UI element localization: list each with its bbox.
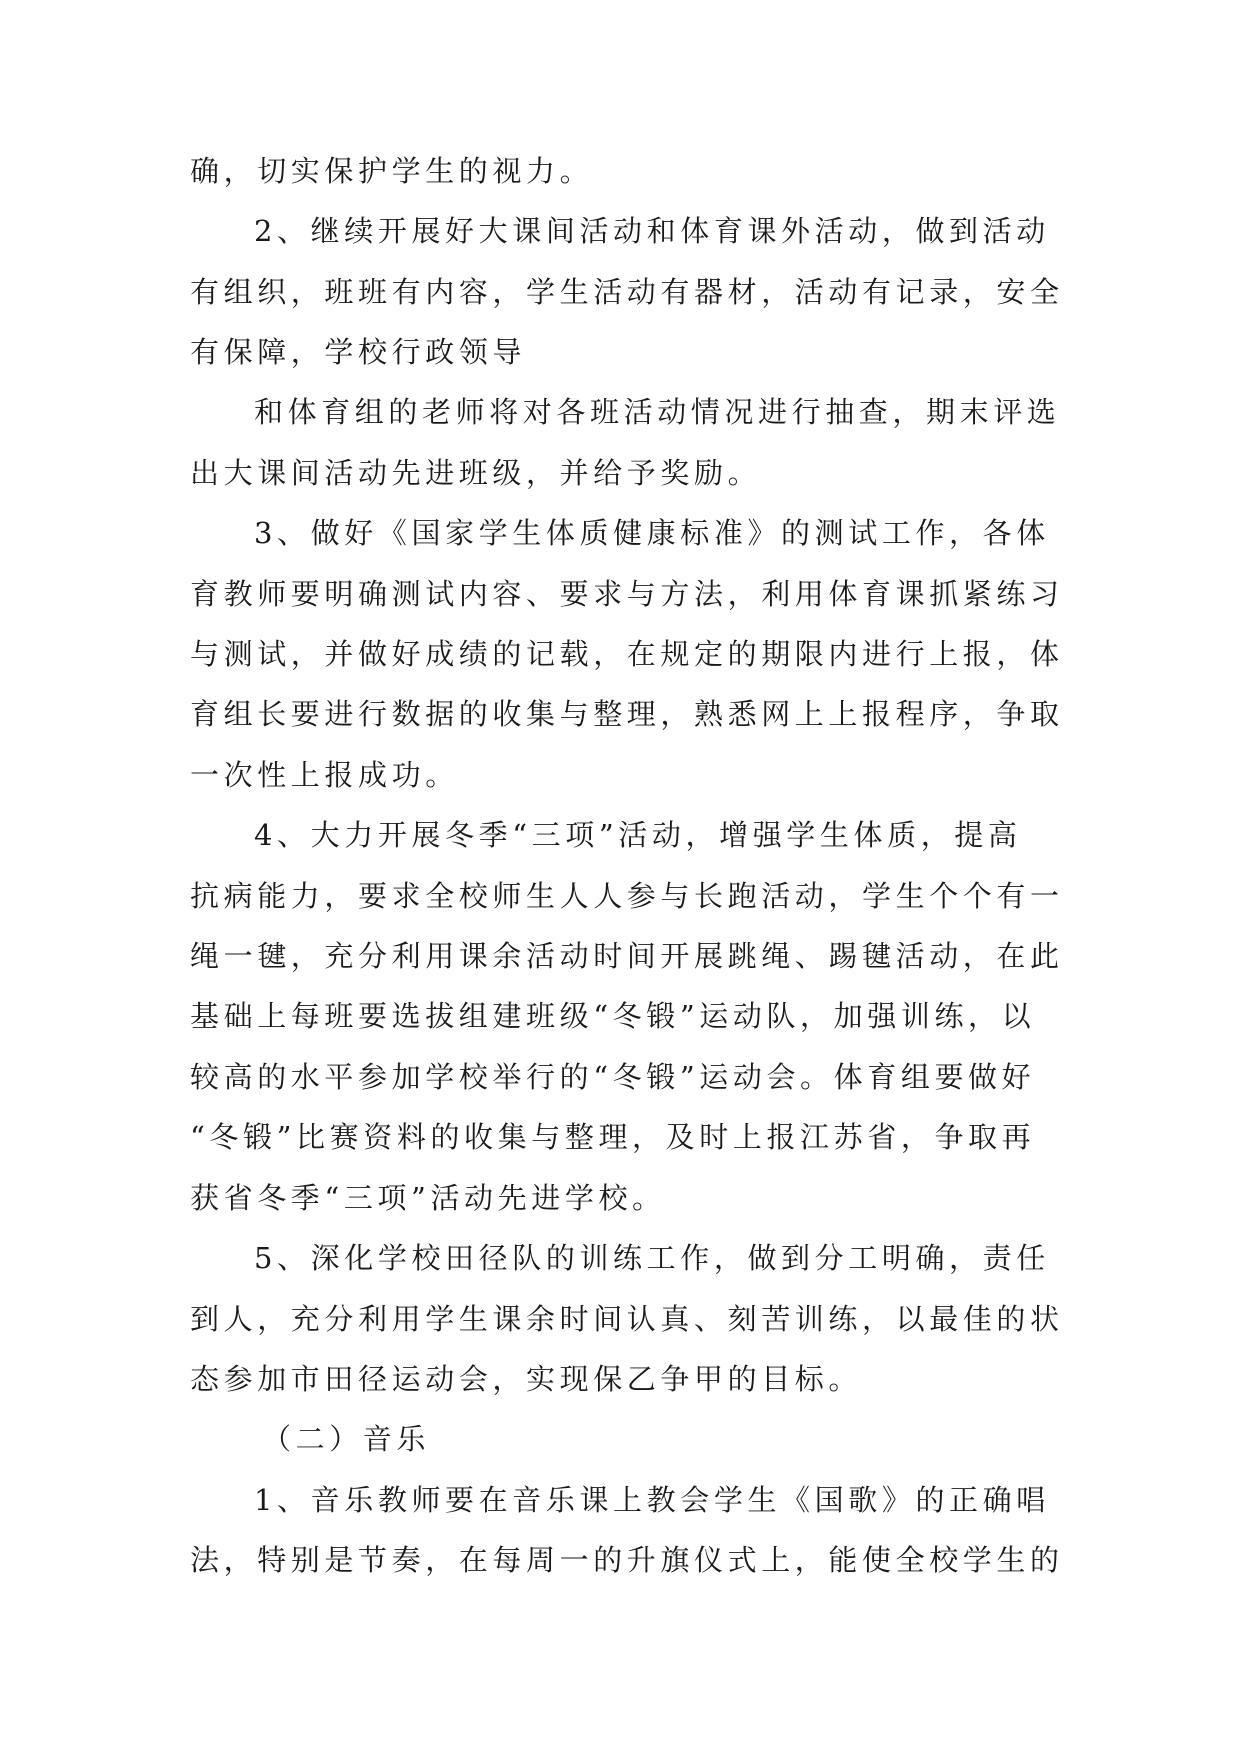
text-line: 到人，充分利用学生课余时间认真、刻苦训练，以最佳的状 xyxy=(190,1302,1064,1336)
text-line: 4、大力开展冬季“三项”活动，增强学生体质，提高 xyxy=(254,818,1022,852)
text-line: 5、深化学校田径队的训练工作，做到分工明确，责任 xyxy=(254,1241,1050,1275)
text-line: 基础上每班要选拔组建班级“冬锻”运动队，加强训练，以 xyxy=(190,999,1036,1033)
text-line: 态参加市田径运动会，实现保乙争甲的目标。 xyxy=(190,1362,863,1396)
text-line: 2、继续开展好大课间活动和体育课外活动，做到活动 xyxy=(254,214,1050,248)
text-line: 与测试，并做好成绩的记载，在规定的期限内进行上报，体 xyxy=(190,637,1064,671)
section-heading: （二）音乐 xyxy=(262,1422,431,1456)
text-line: “冬锻”比赛资料的收集与整理，及时上报江苏省，争取再 xyxy=(190,1120,1036,1154)
text-line: 较高的水平参加学校举行的“冬锻”运动会。体育组要做好 xyxy=(190,1060,1036,1094)
text-line: 确，切实保护学生的视力。 xyxy=(190,154,594,188)
text-line: 育教师要明确测试内容、要求与方法，利用体育课抓紧练习 xyxy=(190,577,1064,611)
text-line: 一次性上报成功。 xyxy=(190,758,459,792)
text-line: 3、做好《国家学生体质健康标准》的测试工作，各体 xyxy=(254,516,1050,550)
text-line: 1、音乐教师要在音乐课上教会学生《国歌》的正确唱 xyxy=(254,1483,1050,1517)
text-line: 抗病能力，要求全校师生人人参与长跑活动，学生个个有一 xyxy=(190,879,1064,913)
text-line: 和体育组的老师将对各班活动情况进行抽查，期末评选 xyxy=(254,395,1061,429)
text-line: 绳一毽，充分利用课余活动时间开展跳绳、踢毽活动，在此 xyxy=(190,939,1064,973)
text-line: 获省冬季“三项”活动先进学校。 xyxy=(190,1181,666,1215)
text-line: 有保障，学校行政领导 xyxy=(190,335,527,369)
text-line: 出大课间活动先进班级，并给予奖励。 xyxy=(190,456,762,490)
text-line: 法，特别是节奏，在每周一的升旗仪式上，能使全校学生的 xyxy=(190,1543,1064,1577)
text-line: 育组长要进行数据的收集与整理，熟悉网上上报程序，争取 xyxy=(190,697,1064,731)
text-line: 有组织，班班有内容，学生活动有器材，活动有记录，安全 xyxy=(190,275,1064,309)
